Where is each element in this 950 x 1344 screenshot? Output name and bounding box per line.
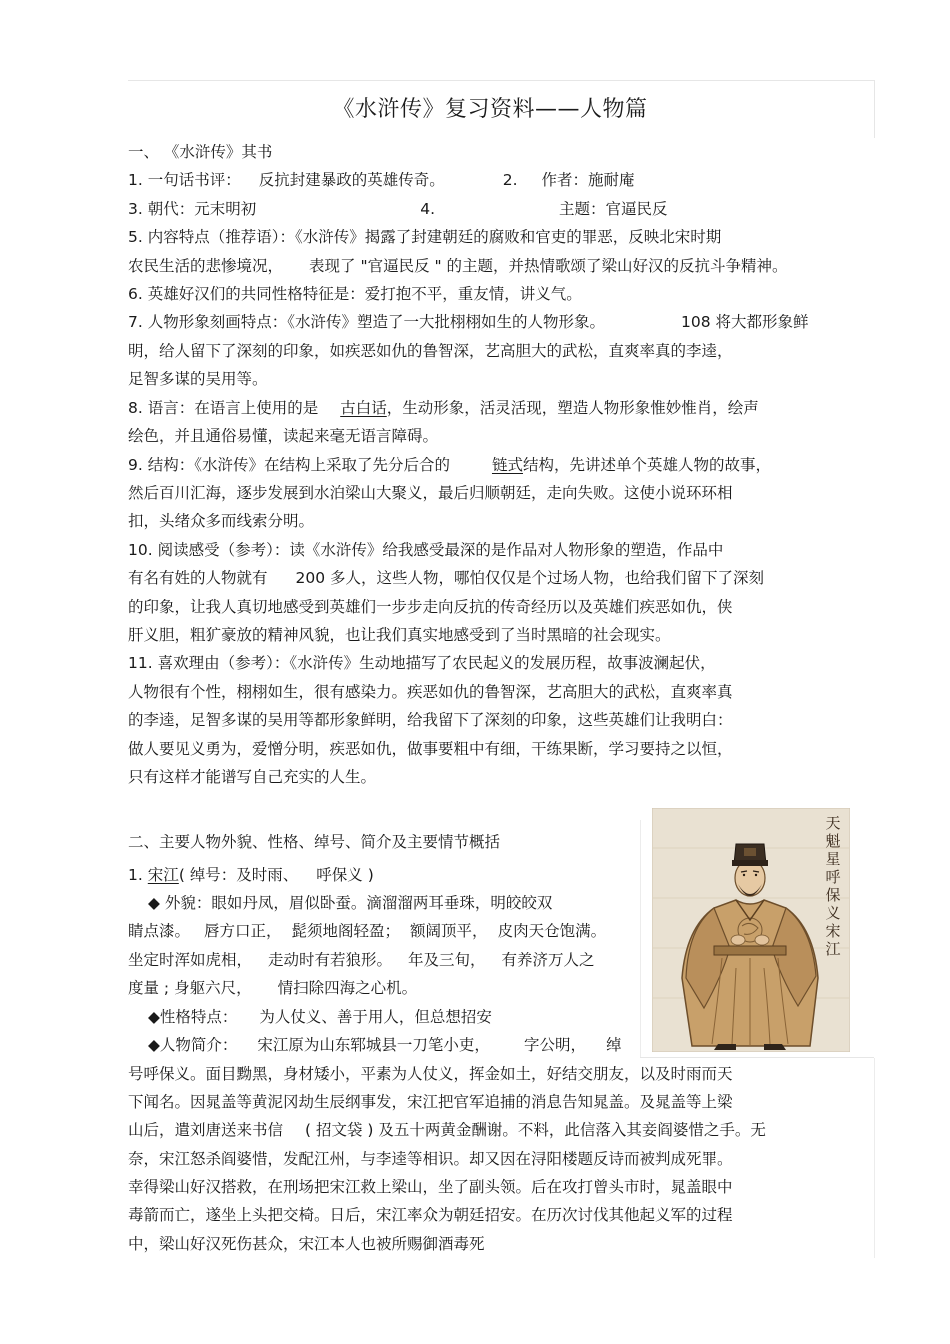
reason-line5: 只有这样才能谱写自己充实的人生。 [128,768,377,786]
text-fragment: 农民生活的悲惨境况， [128,257,284,275]
appearance-line3 [128,950,595,970]
structure-line3: 扣，头绪众多而线索分明。 [128,512,315,530]
book-review-label: 1. 一句话书评： [128,171,241,189]
text-fragment: 字公明， [523,1036,586,1054]
character-portrayal-line2: 明，给人留下了深刻的印象，如疾恶如仇的鲁智深，艺高胆大的武松，直爽率真的李逵， [128,342,733,360]
text-fragment: 度量 ; 身躯六尺， [128,979,252,997]
book-review-value: 反抗封建暴政的英雄传奇。 [258,171,445,189]
content-features-line2 [128,256,788,276]
text-fragment: 9. 结构：《水浒传》在结构上采取了先分后合的 [128,456,450,474]
text-fragment: ，生动形象，活灵活现，塑造人物形象惟妙惟肖，绘声 [386,399,759,417]
bio-line4 [128,1120,766,1140]
structure-line2: 然后百川汇海，逐步发展到水泊梁山大聚义，最后归顺朝廷，走向失败。这使小说环环相 [128,484,733,502]
text-fragment: 结构，先讲述单个英雄人物的故事， [522,456,771,474]
line-dynasty [128,199,668,219]
text-fragment: 有名有姓的人物就有 [128,569,268,587]
text-fragment: 为人仗义、善于用人，但总想招安 [259,1008,492,1026]
character-name-songjiang: 宋江 [147,866,179,884]
reason-line2: 人物很有个性，栩栩如生，很有感染力。疾恶如仇的鲁智深，艺高胆大的武松，直爽率真 [128,683,733,701]
bio-line8: 中，梁山好汉死伤甚众，宋江本人也被所赐御酒毒死 [128,1235,485,1253]
text-fragment: 7. 人物形象刻画特点：《水浒传》塑造了一大批栩栩如生的人物形象。 [128,313,605,331]
character-portrayal-line3: 足智多谋的吴用等。 [128,370,268,388]
item-number-4: 4. [420,200,436,218]
text-fragment: 有养济万人之 [501,951,595,969]
inscription-char: 宋 [825,922,841,940]
text-fragment: 1. [128,866,143,884]
text-fragment: ◆人物简介： [148,1036,238,1054]
language-line2: 绘色，并且通俗易懂，读起来毫无语言障碍。 [128,427,439,445]
text-fragment: 走动时有若狼形。 [268,951,393,969]
appearance-line4 [128,978,417,998]
bio-line6: 幸得梁山好汉搭救，在刑场把宋江救上梁山，坐了副头领。后在攻打曾头市时，晁盖眼中 [128,1178,733,1196]
text-fragment: 200 多人，这些人物，哪怕仅仅是个过场人物，也给我们留下了深刻 [295,569,765,587]
text-fragment: 宋江原为山东郓城县一刀笔小吏， [257,1036,490,1054]
structure-line1 [128,455,771,475]
section1-heading: 一、 《水浒传》其书 [128,143,273,161]
reading-feeling-line2 [128,568,764,588]
dynasty-text: 3. 朝代：元末明初 [128,200,257,218]
reason-line4: 做人要见义勇为，爱憎分明，疾恶如仇，做事要粗中有细，干练果断，学习要持之以恒， [128,740,733,758]
text-fragment: ( 绰号：及时雨、 [178,866,299,884]
songjiang-title-line [128,865,374,885]
appearance-line1: ◆ 外貌：眼如丹凤，眉似卧蚕。滴溜溜两耳垂珠，明皎皎双 [148,894,553,912]
personality-line [148,1007,492,1027]
text-fragment: 山后，遣刘唐送来书信 [128,1121,284,1139]
language-answer-underlined: 古白话 [340,399,387,417]
section2-heading: 二、主要人物外貌、性格、绰号、简介及主要情节概括 [128,833,501,851]
appearance-line2 [128,921,606,941]
structure-answer-underlined: 链式 [491,456,523,474]
text-fragment: ◆性格特点： [148,1008,238,1026]
inscription-char: 保 [825,886,841,904]
page-border-top [128,80,874,81]
author-text: 作者：施耐庵 [541,171,635,189]
text-fragment: 皮肉天仓饱满。 [497,922,607,940]
songjiang-portrait-image [652,808,850,1052]
text-fragment: ( 招文袋 ) 及五十两黄金酬谢。不料，此信落入其妾阎婆惜之手。无 [305,1121,766,1139]
reason-line1: 11. 喜欢理由（参考）：《水浒传》生动地描写了农民起义的发展历程，故事波澜起伏， [128,654,716,672]
common-traits-line: 6. 英雄好汉们的共同性格特征是：爱打抱不平，重友情，讲义气。 [128,285,582,303]
page-border-right-lower [874,1058,875,1258]
text-fragment: 8. 语言：在语言上使用的是 [128,399,319,417]
text-fragment: 表现了 "官逼民反 " 的主题，并热情歌颂了梁山好汉的反抗斗争精神。 [309,257,788,275]
language-line1 [128,398,759,418]
inscription-char: 星 [825,850,841,868]
reading-feeling-line4: 肝义胆，粗犷豪放的精神风貌，也让我们真实地感受到了当时黑暗的社会现实。 [128,626,671,644]
inscription-char: 天 [825,814,841,832]
bio-line3: 下闻名。因晁盖等黄泥冈劫生辰纲事发，宋江把官军追捕的消息告知晁盖。及晁盖等上梁 [128,1093,733,1111]
text-fragment: 情扫除四海之心机。 [277,979,418,997]
portrait-inscription [822,814,844,958]
text-fragment: 髭须地阁轻盈； [291,922,401,940]
bio-line7: 毒箭而亡，遂坐上头把交椅。日后，宋江率众为朝廷招安。在历次讨伐其他起义军的过程 [128,1206,733,1224]
document-title: 《水浒传》复习资料——人物篇 [332,97,648,122]
inscription-char: 魁 [825,832,841,850]
reading-feeling-line3: 的印象，让我人真切地感受到英雄们一步步走向反抗的传奇经历以及英雄们疾恶如仇，侠 [128,598,733,616]
text-fragment: 呼保义 ) [316,866,374,884]
bio-line5: 奈，宋江怒杀阎婆惜，发配江州，与李逵等相识。却又因在浔阳楼题反诗而被判成死罪。 [128,1150,733,1168]
text-fragment: 睛点漆。 [128,922,191,940]
bio-line2: 号呼保义。面目黝黑，身材矮小，平素为人仗义，挥金如土，好结交朋友，以及时雨而天 [128,1065,733,1083]
line-book-review [128,170,635,190]
text-fragment: 108 将大都形象鲜 [680,313,809,331]
inscription-char: 义 [825,904,841,922]
inscription-char: 江 [825,940,841,958]
bio-line1 [148,1035,621,1055]
figure-border-left [640,820,641,1057]
content-features-line1: 5. 内容特点（推荐语）：《水浒传》揭露了封建朝廷的腐败和官吏的罪恶，反映北宋时期 [128,228,722,246]
reading-feeling-line1: 10. 阅读感受（参考）：读《水浒传》给我感受最深的是作品对人物形象的塑造，作品中 [128,541,724,559]
inscription-char: 呼 [825,868,841,886]
character-portrayal-line1 [128,312,808,332]
item-number-2: 2. [502,171,518,189]
text-fragment: 坐定时浑如虎相， [128,951,253,969]
text-fragment: 绰 [605,1036,622,1054]
reason-line3: 的李逵，足智多谋的吴用等都形象鲜明，给我留下了深刻的印象，这些英雄们让我明白： [128,711,733,729]
theme-text: 主题：官逼民反 [559,200,668,218]
figure-border-bottom [640,1057,874,1058]
text-fragment: 额阔顶平， [410,922,488,940]
text-fragment: 年及三旬， [408,951,486,969]
text-fragment: 唇方口正， [204,922,282,940]
